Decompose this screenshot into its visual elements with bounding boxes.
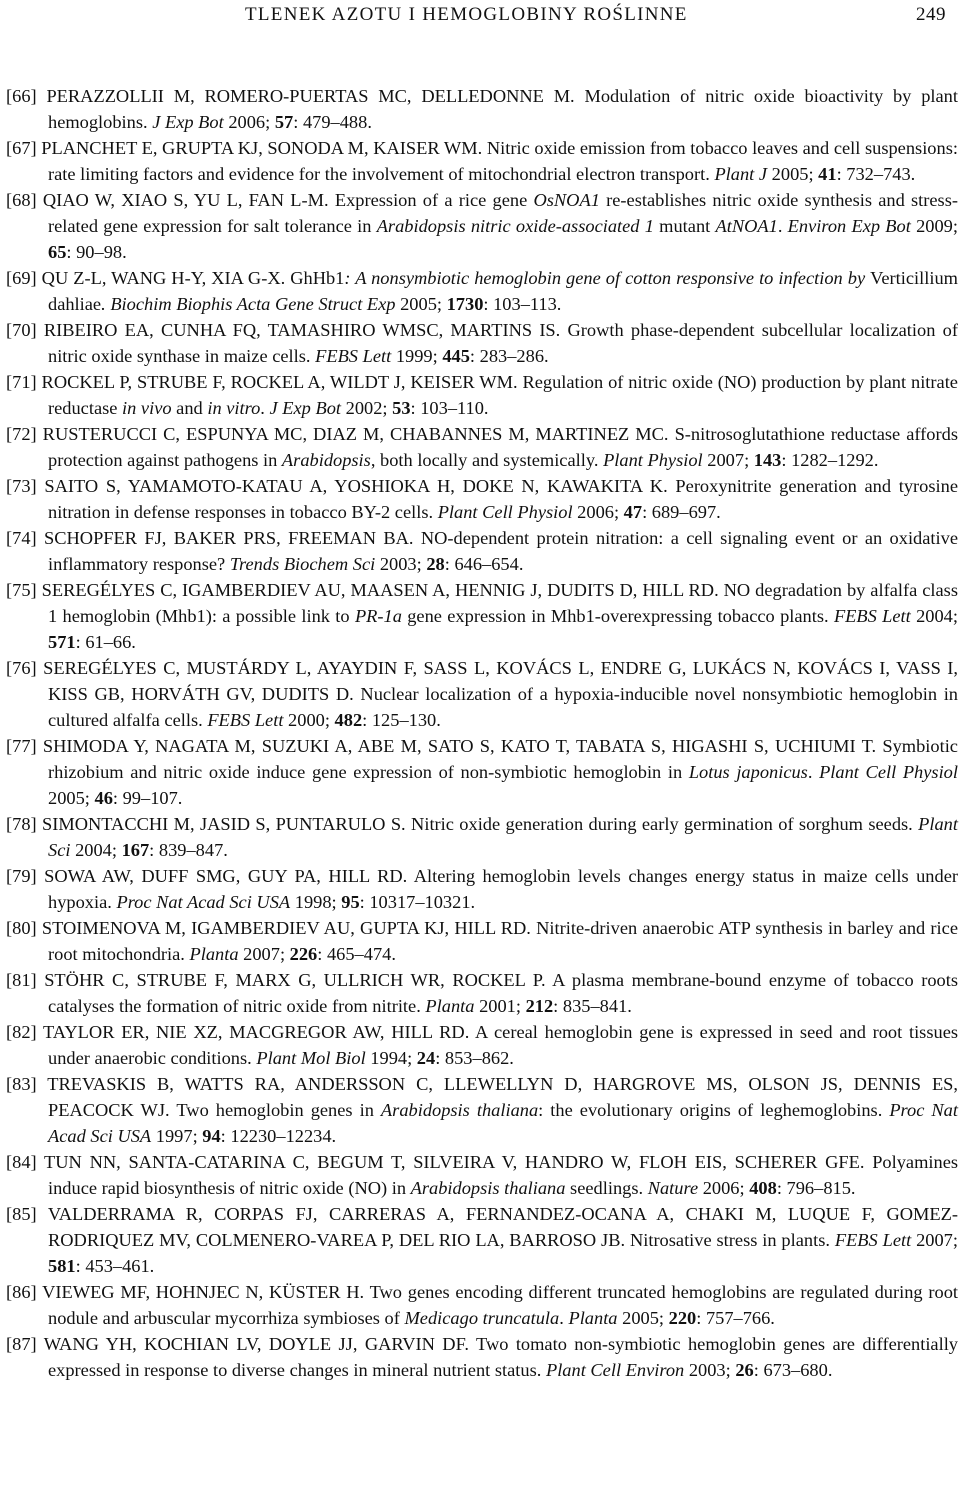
reference-authors: SCHOPFER FJ, BAKER PRS, FREEMAN BA.: [44, 528, 414, 548]
reference-journal: Plant J: [714, 164, 768, 184]
reference-number: [76]: [6, 658, 37, 678]
italic-term: Arabidopsis thaliana: [380, 1100, 539, 1120]
reference-entry: [71] ROCKEL P, STRUBE F, ROCKEL A, WILDT J, KEISER WM. Regulation of nitric oxide (NO) production by plant nitrate reductase in vivo and in vitro. J Exp Bot 2002; 53: 103–110.: [6, 372, 958, 418]
reference-pages: 689–697.: [651, 502, 721, 522]
title-text: NO degradation by alfalfa class 1 hemoglobin (Mhb1): a possible link to: [48, 580, 958, 626]
reference-entry: [75] SEREGÉLYES C, IGAMBERDIEV AU, MAASEN A, HENNIG J, DUDITS D, HILL RD. NO degradation by alfalfa class 1 hemoglobin (Mhb1): a possible link to PR-1a gene expression in Mhb1-overexpressing tobacco plants. FEBS Lett 2004; 571: 61–66.: [6, 580, 958, 652]
reference-authors: WANG YH, KOCHIAN LV, DOYLE JJ, GARVIN DF.: [43, 1334, 469, 1354]
title-text: Expression of a rice gene: [334, 190, 534, 210]
reference-title: Nitrosative stress in plants.: [629, 1230, 830, 1250]
reference-number: [83]: [6, 1074, 37, 1094]
reference-year: 2007: [707, 450, 745, 470]
italic-term: Arabidopsis: [281, 450, 371, 470]
italic-term: Lotus japonicus: [688, 762, 808, 782]
page-header: [0, 4, 960, 30]
reference-pages: 839–847.: [158, 840, 228, 860]
reference-year: 2006: [228, 112, 266, 132]
reference-journal: Plant Cell Physiol: [437, 502, 573, 522]
reference-volume: 53: [392, 398, 411, 418]
reference-number: [66]: [6, 86, 37, 106]
reference-number: [70]: [6, 320, 37, 340]
title-text: .: [777, 216, 783, 236]
reference-volume: 94: [202, 1126, 221, 1146]
reference-authors: RIBEIRO EA, CUNHA FQ, TAMASHIRO WMSC, MARTINS IS.: [43, 320, 561, 340]
reference-year: 2005: [48, 788, 85, 808]
reference-pages: 796–815.: [786, 1178, 856, 1198]
reference-authors: RUSTERUCCI C, ESPUNYA MC, DIAZ M, CHABANNES M, MARTINEZ MC.: [42, 424, 669, 444]
reference-authors: TUN NN, SANTA-CATARINA C, BEGUM T, SILVEIRA V, HANDRO W, FLOH EIS, SCHERER GFE.: [44, 1152, 865, 1172]
reference-year: 1994: [370, 1048, 408, 1068]
reference-entry: [67] PLANCHET E, GRUPTA KJ, SONODA M, KAISER WM. Nitric oxide emission from tobacco leaves and cell suspensions: rate limiting factors and evidence for the involvement of mitochondrial electron transport. Plant J 2005; 41: 732–743.: [6, 138, 958, 184]
reference-volume: 26: [735, 1360, 754, 1380]
title-text: .: [807, 762, 813, 782]
reference-pages: 479–488.: [302, 112, 372, 132]
reference-year: 2007: [916, 1230, 953, 1250]
reference-number: [78]: [6, 814, 37, 834]
reference-journal: J Exp Bot: [152, 112, 224, 132]
reference-year: 2002: [345, 398, 383, 418]
reference-number: [79]: [6, 866, 37, 886]
reference-volume: 143: [753, 450, 782, 470]
reference-number: [77]: [6, 736, 37, 756]
title-text: Two hemoglobin genes in: [176, 1100, 381, 1120]
reference-number: [68]: [6, 190, 37, 210]
title-text: and: [171, 398, 208, 418]
reference-pages: 853–862.: [444, 1048, 514, 1068]
reference-authors: VIEWEG MF, HOHNJEC N, KÜSTER H.: [42, 1282, 365, 1302]
reference-title: A plasma membrane-bound enzyme of tobacco roots catalyses the formation of nitric oxide from nitrite.: [48, 970, 958, 1016]
reference-title: Nuclear localization of a hypoxia-inducible novel nonsymbiotic hemoglobin in cultured alfalfa cells.: [48, 684, 958, 730]
reference-journal: Planta: [189, 944, 239, 964]
reference-pages: 835–841.: [562, 996, 632, 1016]
reference-volume: 167: [121, 840, 150, 860]
reference-volume: 24: [416, 1048, 436, 1068]
reference-year: 2006: [702, 1178, 740, 1198]
italic-term: Medicago truncatula: [404, 1308, 560, 1328]
reference-pages: 465–474.: [326, 944, 396, 964]
title-text: .: [559, 1308, 564, 1328]
reference-number: [74]: [6, 528, 37, 548]
reference-title: Nitric oxide emission from tobacco leaves and cell suspensions: rate limiting factors and evidence for the involvement of mitochondrial electron transport.: [48, 138, 958, 184]
reference-volume: 1730: [446, 294, 484, 314]
reference-number: [81]: [6, 970, 37, 990]
title-text: re-establishes nitric oxide synthesis and stress-related gene expression for salt tolerance in: [48, 190, 958, 236]
reference-journal: Plant Physiol: [603, 450, 703, 470]
reference-authors: ROCKEL P, STRUBE F, ROCKEL A, WILDT J, KEISER WM.: [41, 372, 518, 392]
reference-journal: Proc Nat Acad Sci USA: [116, 892, 291, 912]
reference-title: Nitric oxide generation during early germination of sorghum seeds.: [411, 814, 913, 834]
title-text: Regulation of nitric oxide (NO) production by plant nitrate reductase: [48, 372, 958, 418]
reference-volume: 47: [623, 502, 643, 522]
reference-entry: [83] TREVASKIS B, WATTS RA, ANDERSSON C, LLEWELLYN D, HARGROVE MS, OLSON JS, DENNIS ES, PEACOCK WJ. Two hemoglobin genes in Arabidopsis thaliana: the evolutionary origins of leghemoglobins. Proc Nat Acad Sci USA 1997; 94: 12230–12234.: [6, 1074, 959, 1146]
reference-authors: SOWA AW, DUFF SMG, GUY PA, HILL RD.: [44, 866, 408, 886]
reference-journal: FEBS Lett: [315, 346, 392, 366]
reference-pages: 12230–12234.: [230, 1126, 337, 1146]
reference-year: 2007: [243, 944, 280, 964]
reference-title: NO-dependent protein nitration: a cell signaling event or an oxidative inflammatory response?: [48, 528, 958, 574]
reference-volume: 65: [48, 242, 67, 262]
title-text: Polyamines induce rapid biosynthesis of nitric oxide (NO) in: [48, 1152, 959, 1198]
reference-entry: [72] RUSTERUCCI C, ESPUNYA MC, DIAZ M, CHABANNES M, MARTINEZ MC. S-nitrosoglutathione reductase affords protection against pathogens in Arabidopsis, both locally and systemically. Plant Physiol 2007; 143: 1282–1292.: [6, 424, 958, 470]
reference-title: Altering hemoglobin levels changes energy status in maize cells under hypoxia.: [48, 866, 958, 912]
reference-journal: FEBS Lett: [834, 1230, 912, 1250]
reference-entry: [78] SIMONTACCHI M, JASID S, PUNTARULO S. Nitric oxide generation during early germination of sorghum seeds. Plant Sci 2004; 167: 839–847.: [6, 814, 958, 860]
italic-term: OsNOA1: [533, 190, 600, 210]
reference-entry: [80] STOIMENOVA M, IGAMBERDIEV AU, GUPTA KJ, HILL RD. Nitrite-driven anaerobic ATP synthesis in barley and rice root mitochondria. Planta 2007; 226: 465–474.: [6, 918, 958, 964]
reference-volume: 28: [426, 554, 445, 574]
title-text: : the evolutionary origins of leghemoglobins.: [538, 1100, 883, 1120]
reference-pages: 103–113.: [493, 294, 562, 314]
reference-entry: [68] QIAO W, XIAO S, YU L, FAN L-M. Expression of a rice gene OsNOA1 re-establishes nitric oxide synthesis and stress-related gene expression for salt tolerance in Arabidopsis nitric oxide-associated 1 mutant AtNOA1. Environ Exp Bot 2009; 65: 90–98.: [6, 190, 958, 262]
reference-year: 2003: [688, 1360, 726, 1380]
title-text: mutant: [653, 216, 716, 236]
reference-volume: 41: [818, 164, 837, 184]
reference-authors: TREVASKIS B, WATTS RA, ANDERSSON C, LLEWELLYN D, HARGROVE MS, OLSON JS, DENNIS ES, PEACOCK WJ.: [47, 1074, 959, 1120]
reference-title: Growth phase-dependent subcellular localization of nitric oxide synthase in maize cells.: [48, 320, 958, 366]
reference-entry: [73] SAITO S, YAMAMOTO-KATAU A, YOSHIOKA H, DOKE N, KAWAKITA K. Peroxynitrite generation and tyrosine nitration in defense responses in tobacco BY-2 cells. Plant Cell Physiol 2006; 47: 689–697.: [6, 476, 958, 522]
reference-entry: [70] RIBEIRO EA, CUNHA FQ, TAMASHIRO WMSC, MARTINS IS. Growth phase-dependent subcellular localization of nitric oxide synthase in maize cells. FEBS Lett 1999; 445: 283–286.: [6, 320, 958, 366]
reference-volume: 95: [341, 892, 360, 912]
reference-journal: Plant Mol Biol: [256, 1048, 366, 1068]
reference-journal: Plant Cell Environ: [545, 1360, 685, 1380]
italic-term: : A nonsymbiotic hemoglobin gene of cotton responsive to infection by: [344, 268, 871, 288]
reference-journal: FEBS Lett: [207, 710, 284, 730]
reference-year: 1999: [395, 346, 433, 366]
reference-journal: Environ Exp Bot: [787, 216, 911, 236]
reference-entry: [69] QU Z-L, WANG H-Y, XIA G-X. GhHb1: A nonsymbiotic hemoglobin gene of cotton responsive to infection by Verticillium dahliae. Biochim Biophis Acta Gene Struct Exp 2005; 1730: 103–113.: [6, 268, 958, 314]
italic-term: Arabidopsis nitric oxide-associated 1: [376, 216, 654, 236]
reference-number: [85]: [6, 1204, 37, 1224]
reference-year: 2004: [916, 606, 953, 626]
reference-authors: PLANCHET E, GRUPTA KJ, SONODA M, KAISER WM.: [41, 138, 483, 158]
reference-authors: SEREGÉLYES C, MUSTÁRDY L, AYAYDIN F, SASS L, KOVÁCS L, ENDRE G, LUKÁCS N, KOVÁCS I, VASS I, KISS GB, HORVÁTH GV, DUDITS D.: [43, 658, 958, 704]
reference-year: 2005: [771, 164, 809, 184]
reference-title: A cereal hemoglobin gene is expressed in seed and root tissues under anaerobic conditions.: [48, 1022, 959, 1068]
reference-authors: STÖHR C, STRUBE F, MARX G, ULLRICH WR, ROCKEL P.: [44, 970, 546, 990]
reference-volume: 220: [668, 1308, 697, 1328]
reference-authors: TAYLOR ER, NIE XZ, MACGREGOR AW, HILL RD.: [43, 1022, 470, 1042]
reference-journal: Planta: [568, 1308, 618, 1328]
reference-year: 2005: [622, 1308, 659, 1328]
reference-entry: [77] SHIMODA Y, NAGATA M, SUZUKI A, ABE M, SATO S, KATO T, TABATA S, HIGASHI S, UCHIUMI T. Symbiotic rhizobium and nitric oxide induce gene expression of non-symbiotic hemoglobin in Lotus japonicus. Plant Cell Physiol 2005; 46: 99–107.: [6, 736, 958, 808]
title-text: .: [260, 398, 265, 418]
reference-journal: Planta: [425, 996, 475, 1016]
reference-pages: 732–743.: [846, 164, 916, 184]
italic-term: .: [101, 294, 106, 314]
reference-number: [69]: [6, 268, 37, 288]
reference-authors: VALDERRAMA R, CORPAS FJ, CARRERAS A, FERNANDEZ-OCANA A, CHAKI M, LUQUE F, GOMEZ-RODRIQUEZ MV, COLMENERO-VAREA P, DEL RIO LA, BARROSO JB.: [47, 1204, 959, 1250]
reference-year: 1998: [294, 892, 332, 912]
title-text: GhHb1: [290, 268, 345, 288]
reference-number: [80]: [6, 918, 37, 938]
reference-journal: Plant Sci: [48, 814, 958, 860]
reference-title: [176, 1100, 882, 1120]
reference-number: [72]: [6, 424, 37, 444]
reference-title: Modulation of nitric oxide bioactivity by plant hemoglobins.: [48, 86, 958, 132]
reference-year: 2009: [916, 216, 953, 236]
title-text: Two genes encoding different truncated hemoglobins are regulated during root nodule and arbuscular mycorrhiza symbioses of: [48, 1282, 959, 1328]
reference-volume: 445: [442, 346, 470, 366]
reference-year: 2006: [577, 502, 614, 522]
reference-year: 1997: [155, 1126, 193, 1146]
reference-entry: [66] PERAZZOLLII M, ROMERO-PUERTAS MC, DELLEDONNE M. Modulation of nitric oxide bioactivity by plant hemoglobins. J Exp Bot 2006; 57: 479–488.: [6, 86, 958, 132]
title-text: S-nitrosoglutathione reductase affords protection against pathogens in: [48, 424, 958, 470]
reference-entry: [82] TAYLOR ER, NIE XZ, MACGREGOR AW, HILL RD. A cereal hemoglobin gene is expressed in seed and root tissues under anaerobic conditions. Plant Mol Biol 1994; 24: 853–862.: [6, 1022, 959, 1068]
reference-pages: 1282–1292.: [791, 450, 879, 470]
reference-title: Peroxynitrite generation and tyrosine nitration in defense responses in tobacco BY-2 cells.: [48, 476, 958, 522]
reference-authors: QIAO W, XIAO S, YU L, FAN L-M.: [42, 190, 329, 210]
reference-entry: [87] WANG YH, KOCHIAN LV, DOYLE JJ, GARVIN DF. Two tomato non-symbiotic hemoglobin genes are differentially expressed in response to diverse changes in mineral nutrient status. Plant Cell Environ 2003; 26: 673–680.: [6, 1334, 959, 1380]
italic-term: in vivo: [122, 398, 172, 418]
reference-volume: 226: [289, 944, 318, 964]
reference-journal: Plant Cell Physiol: [819, 762, 958, 782]
reference-volume: 212: [525, 996, 554, 1016]
reference-authors: SEREGÉLYES C, IGAMBERDIEV AU, MAASEN A, HENNIG J, DUDITS D, HILL RD.: [41, 580, 719, 600]
reference-authors: QU Z-L, WANG H-Y, XIA G-X.: [41, 268, 286, 288]
reference-volume: 408: [749, 1178, 777, 1198]
reference-pages: 757–766.: [705, 1308, 775, 1328]
reference-number: [82]: [6, 1022, 37, 1042]
italic-term: Arabidopsis thaliana: [410, 1178, 566, 1198]
reference-year: 2000: [288, 710, 325, 730]
reference-authors: PERAZZOLLII M, ROMERO-PUERTAS MC, DELLEDONNE M.: [46, 86, 575, 106]
reference-entry: [81] STÖHR C, STRUBE F, MARX G, ULLRICH WR, ROCKEL P. A plasma membrane-bound enzyme of tobacco roots catalyses the formation of nitric oxide from nitrite. Planta 2001; 212: 835–841.: [6, 970, 958, 1016]
reference-number: [73]: [6, 476, 37, 496]
reference-volume: 571: [48, 632, 76, 652]
reference-year: 2005: [400, 294, 437, 314]
reference-year: 2004: [75, 840, 112, 860]
reference-pages: 646–654.: [454, 554, 524, 574]
reference-pages: 10317–10321.: [369, 892, 476, 912]
reference-year: 2001: [479, 996, 516, 1016]
reference-entry: [76] SEREGÉLYES C, MUSTÁRDY L, AYAYDIN F, SASS L, KOVÁCS L, ENDRE G, LUKÁCS N, KOVÁCS I, VASS I, KISS GB, HORVÁTH GV, DUDITS D. Nuclear localization of a hypoxia-inducible novel nonsymbiotic hemoglobin in cultured alfalfa cells. FEBS Lett 2000; 482: 125–130.: [6, 658, 958, 730]
reference-authors: STOIMENOVA M, IGAMBERDIEV AU, GUPTA KJ, HILL RD.: [41, 918, 531, 938]
reference-authors: SHIMODA Y, NAGATA M, SUZUKI A, ABE M, SATO S, KATO T, TABATA S, HIGASHI S, UCHIUMI T.: [42, 736, 877, 756]
italic-term: AtNOA1: [715, 216, 778, 236]
reference-number: [84]: [6, 1152, 37, 1172]
reference-authors: SAITO S, YAMAMOTO-KATAU A, YOSHIOKA H, DOKE N, KAWAKITA K.: [44, 476, 668, 496]
reference-number: [71]: [6, 372, 37, 392]
reference-pages: 673–680.: [763, 1360, 833, 1380]
italic-term: in vitro: [207, 398, 261, 418]
reference-journal: Nature: [647, 1178, 699, 1198]
reference-pages: 125–130.: [371, 710, 441, 730]
title-text: , both locally and systemically.: [370, 450, 599, 470]
reference-entry: [74] SCHOPFER FJ, BAKER PRS, FREEMAN BA. NO-dependent protein nitration: a cell signaling event or an oxidative inflammatory response? Trends Biochem Sci 2003; 28: 646–654.: [6, 528, 958, 574]
title-text: Symbiotic rhizobium and nitric oxide induce gene expression of non-symbiotic hemoglobin in: [48, 736, 958, 782]
reference-number: [86]: [6, 1282, 37, 1302]
reference-volume: 581: [48, 1256, 76, 1276]
reference-volume: 46: [94, 788, 113, 808]
reference-list: [6, 83, 958, 1383]
reference-number: [75]: [6, 580, 37, 600]
reference-journal: Proc Nat Acad Sci USA: [48, 1100, 958, 1146]
reference-entry: [79] SOWA AW, DUFF SMG, GUY PA, HILL RD. Altering hemoglobin levels changes energy status in maize cells under hypoxia. Proc Nat Acad Sci USA 1998; 95: 10317–10321.: [6, 866, 958, 912]
title-text: Verticillium dahliae: [48, 268, 958, 314]
reference-pages: 103–110.: [420, 398, 489, 418]
reference-journal: FEBS Lett: [833, 606, 911, 626]
reference-journal: Trends Biochem Sci: [229, 554, 376, 574]
italic-term: PR-1a: [354, 606, 402, 626]
title-text: gene expression in Mhb1-overexpressing tobacco plants.: [401, 606, 829, 626]
reference-volume: 482: [334, 710, 363, 730]
reference-pages: 283–286.: [479, 346, 549, 366]
reference-entry: [84] TUN NN, SANTA-CATARINA C, BEGUM T, SILVEIRA V, HANDRO W, FLOH EIS, SCHERER GFE. Polyamines induce rapid biosynthesis of nitric oxide (NO) in Arabidopsis thaliana seedlings. Nature 2006; 408: 796–815.: [6, 1152, 959, 1198]
reference-pages: 453–461.: [85, 1256, 155, 1276]
running-title: TLENEK AZOTU I HEMOGLOBINY ROŚLINNE: [245, 4, 688, 25]
reference-volume: 57: [274, 112, 294, 132]
reference-journal: Biochim Biophis Acta Gene Struct Exp: [110, 294, 396, 314]
reference-number: [67]: [6, 138, 37, 158]
reference-pages: 99–107.: [122, 788, 183, 808]
reference-title: Nitrite-driven anaerobic ATP synthesis in barley and rice root mitochondria.: [48, 918, 958, 964]
reference-title: Two tomato non-symbiotic hemoglobin genes are differentially expressed in response to diverse changes in mineral nutrient status.: [48, 1334, 959, 1380]
reference-journal: J Exp Bot: [269, 398, 342, 418]
reference-year: 2003: [379, 554, 417, 574]
reference-pages: 90–98.: [76, 242, 127, 262]
reference-number: [87]: [6, 1334, 37, 1354]
title-text: seedlings.: [565, 1178, 644, 1198]
reference-authors: SIMONTACCHI M, JASID S, PUNTARULO S.: [42, 814, 406, 834]
reference-entry: [85] VALDERRAMA R, CORPAS FJ, CARRERAS A, FERNANDEZ-OCANA A, CHAKI M, LUQUE F, GOMEZ-RODRIQUEZ MV, COLMENERO-VAREA P, DEL RIO LA, BARROSO JB. Nitrosative stress in plants. FEBS Lett 2007; 581: 453–461.: [6, 1204, 959, 1276]
page-number: 249: [916, 4, 946, 25]
reference-entry: [86] VIEWEG MF, HOHNJEC N, KÜSTER H. Two genes encoding different truncated hemoglobins are regulated during root nodule and arbuscular mycorrhiza symbioses of Medicago truncatula. Planta 2005; 220: 757–766.: [6, 1282, 959, 1328]
reference-pages: 61–66.: [85, 632, 136, 652]
